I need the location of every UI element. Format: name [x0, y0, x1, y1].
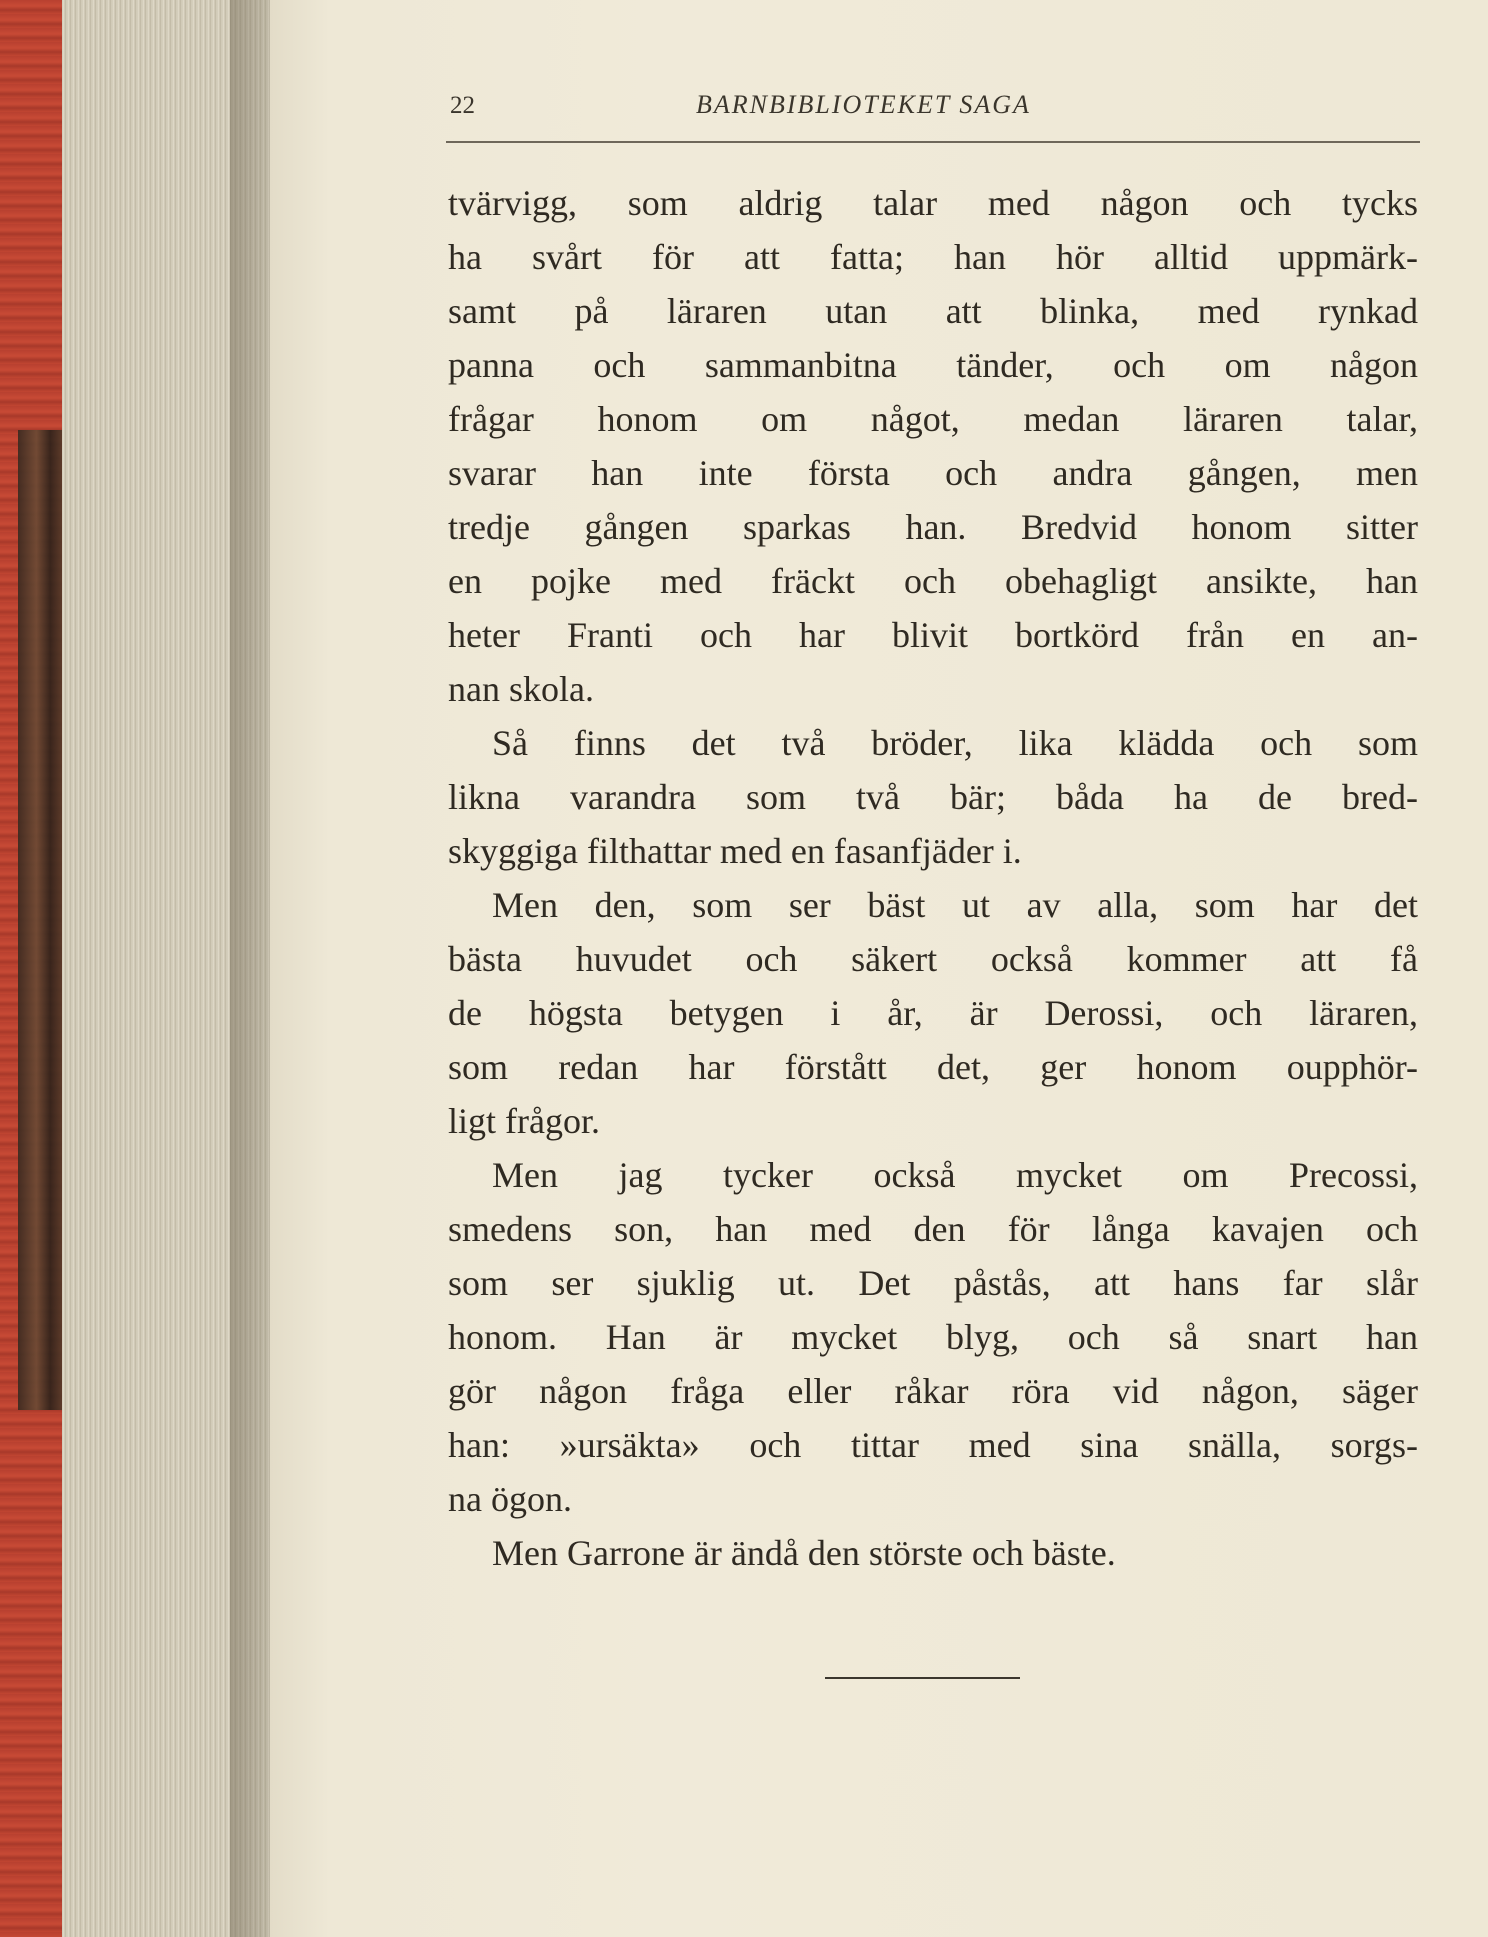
text-line: smedens son, han med den för långa kavajen och — [448, 1209, 1418, 1249]
text-line: Men Garrone är ändå den störste och bäste. — [492, 1533, 1116, 1573]
text-line: ligt frågor. — [448, 1101, 600, 1141]
text-line: som redan har förstått det, ger honom oupphör- — [448, 1047, 1418, 1087]
page-number: 22 — [450, 92, 475, 119]
text-line: frågar honom om något, medan läraren talar, — [448, 399, 1418, 439]
running-title: BARNBIBLIOTEKET SAGA — [696, 90, 1031, 119]
text-line: svarar han inte första och andra gången, men — [448, 453, 1418, 493]
book-spine-binding — [18, 430, 64, 1410]
text-line: bästa huvudet och säkert också kommer att få — [448, 939, 1418, 979]
text-line: skyggiga filthattar med en fasanfjäder i. — [448, 831, 1022, 871]
text-line: som ser sjuklig ut. Det påstås, att hans far slår — [448, 1263, 1418, 1303]
text-line: na ögon. — [448, 1479, 572, 1519]
text-line: Men den, som ser bäst ut av alla, som har det — [492, 885, 1418, 925]
text-line: honom. Han är mycket blyg, och så snart han — [448, 1317, 1418, 1357]
end-rule — [825, 1677, 1020, 1679]
text-line: tvärvigg, som aldrig talar med någon och tycks — [448, 183, 1418, 223]
text-line: gör någon fråga eller råkar röra vid någon, säger — [448, 1371, 1418, 1411]
body-text — [448, 176, 1418, 1580]
text-line: en pojke med fräckt och obehagligt ansikte, han — [448, 561, 1418, 601]
text-line: panna och sammanbitna tänder, och om någon — [448, 345, 1418, 385]
text-line: nan skola. — [448, 669, 594, 709]
text-line: Men jag tycker också mycket om Precossi, — [492, 1155, 1418, 1195]
text-line: samt på läraren utan att blinka, med rynkad — [448, 291, 1418, 331]
header-rule — [446, 141, 1420, 143]
text-line: Så finns det två bröder, lika klädda och som — [492, 723, 1418, 763]
text-line: han: »ursäkta» och tittar med sina snälla, sorgs- — [448, 1425, 1418, 1465]
text-line: de högsta betygen i år, är Derossi, och läraren, — [448, 993, 1418, 1033]
text-line: tredje gången sparkas han. Bredvid honom sitter — [448, 507, 1418, 547]
text-line: heter Franti och har blivit bortkörd från en an- — [448, 615, 1418, 655]
text-line: ha svårt för att fatta; han hör alltid uppmärk- — [448, 237, 1418, 277]
page-header — [450, 88, 1420, 128]
text-line: likna varandra som två bär; båda ha de bred- — [448, 777, 1418, 817]
